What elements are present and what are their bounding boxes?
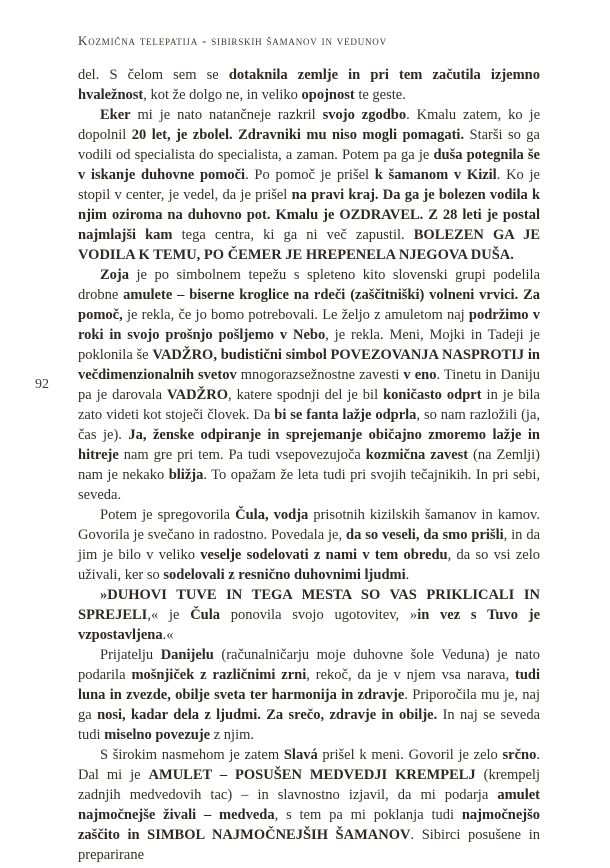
text-segment: . Ko je stopil v center, je vedel, da je prišel bbox=[78, 167, 540, 203]
text-segment: , in da jim je bilo v veliko bbox=[78, 527, 541, 563]
text-segment: z njim. bbox=[210, 727, 255, 743]
text-segment: Prijatelju bbox=[100, 647, 161, 663]
text-segment: mnogorazsežnostne zavesti bbox=[236, 367, 404, 383]
bold-text-segment: miselno povezuje bbox=[104, 727, 211, 743]
bold-text-segment: k šamanom v Kizil bbox=[374, 167, 497, 183]
text-segment: te geste. bbox=[354, 87, 406, 103]
bold-text-segment: podržimo v roki in svojo prošnjo pošljemo v Nebo bbox=[78, 307, 541, 343]
bold-text-segment: tudi luna in zvezde, obilje sveta ter harmonija in zdravje bbox=[78, 667, 541, 703]
bold-text-segment: Čula, vodja bbox=[235, 507, 309, 523]
bold-text-segment: duša potegnila še v iskanje duhovne pomoči bbox=[78, 147, 540, 183]
bold-text-segment: VADŽRO bbox=[167, 387, 228, 403]
bold-text-segment: AMULET – POSUŠEN MEDVEDJI KREMPELJ bbox=[148, 767, 476, 783]
bold-text-segment: amulete – biserne kroglice na rdeči (zaščitniški) volneni vrvici. Za pomoč, bbox=[78, 287, 540, 323]
bold-text-segment: BOLEZEN GA JE VODILA K TEMU, PO ČEMER JE HREPENELA NJEGOVA DUŠA. bbox=[78, 227, 540, 263]
paragraph bbox=[78, 505, 540, 585]
text-segment: ponovila svojo ugotovitev, » bbox=[220, 607, 418, 623]
page-number: 92 bbox=[35, 377, 49, 392]
bold-text-segment: in vez s Tuvo je vzpostavljena bbox=[78, 607, 541, 643]
bold-text-segment: nosi, kadar dela z ljudmi. Za srečo, zdravje in obilje. bbox=[97, 707, 438, 723]
bold-text-segment: 20 let, je zbolel. Zdravniki mu niso mogli pomagati. bbox=[131, 127, 465, 143]
text-segment: . Sibirci posušene in preparirane bbox=[78, 827, 540, 863]
text-segment: , s tem pa mi poklanja tudi bbox=[274, 807, 462, 823]
text-segment: (na Zemlji) nam je nekako bbox=[78, 447, 540, 483]
text-block bbox=[78, 65, 540, 865]
bold-text-segment: najmočnejšo zaščito in SIMBOL NAJMOČNEJŠIH ŠAMANOV bbox=[78, 807, 540, 843]
text-segment: je rekla, če jo bomo potrebovali. Le željo z amuletom naj bbox=[122, 307, 469, 323]
bold-text-segment: bi se fanta lažje odprla bbox=[274, 407, 417, 423]
text-segment: . Priporočila mu je, naj ga bbox=[78, 687, 540, 723]
text-segment: ,« je bbox=[147, 607, 191, 623]
paragraph bbox=[78, 265, 540, 505]
bold-text-segment: Slavá bbox=[283, 747, 318, 763]
text-segment: In naj se seveda tudi bbox=[78, 707, 541, 743]
bold-text-segment: koničasto odprt bbox=[383, 387, 482, 403]
text-segment: Potem je spregovorila bbox=[100, 507, 236, 523]
text-segment: . To opažam že leta tudi pri svojih tečajnikih. In pri sebi, seveda. bbox=[78, 467, 540, 503]
text-segment: . Tinetu in Daniju pa je darovala bbox=[78, 367, 541, 403]
text-segment: , katere spodnji del je bil bbox=[227, 387, 384, 403]
bold-text-segment: bližja bbox=[168, 467, 204, 483]
bold-text-segment: VADŽRO, budistični simbol POVEZOVANJA NASPROTIJ in večdimenzionalnih svetov bbox=[78, 347, 540, 383]
text-segment: . Po pomoč je prišel bbox=[245, 167, 375, 183]
bold-text-segment: mošnjiček z različnimi zrni bbox=[131, 667, 307, 683]
bold-text-segment: dotaknila zemlje in pri tem začutila izjemno hvaležnost bbox=[78, 67, 540, 103]
text-segment: tega centra, ki ga ni več zapustil. bbox=[172, 227, 414, 243]
text-segment: . Kmalu zatem, ko je dopolnil bbox=[78, 107, 541, 143]
bold-text-segment: na pravi kraj. Da ga je bolezen vodila k njim oziroma na duhovno pot. Kmalu je OZDRAVEL. Z 28 leti je postal najmlajši kam bbox=[78, 187, 541, 243]
text-segment: . Dal mi je bbox=[78, 747, 540, 783]
bold-text-segment: sodelovali z resnično duhovnimi ljudmi bbox=[163, 567, 406, 583]
bold-text-segment: Zoja bbox=[100, 267, 129, 283]
text-segment: , je rekla. Meni, Mojki in Tadeji je poklonila še bbox=[78, 327, 540, 363]
text-segment: , rekoč, da je v njem vsa narava, bbox=[306, 667, 516, 683]
text-segment: nam gre pri tem. Pa tudi vsepovezujoča bbox=[118, 447, 366, 463]
text-segment: Starši so ga vodili od specialista do specialista, a zaman. Potem pa ga je bbox=[78, 127, 540, 163]
text-segment: (računalničarju moje duhovne šole Veduna) je nato podarila bbox=[78, 647, 540, 683]
bold-text-segment: Eker bbox=[100, 107, 131, 123]
text-segment: . bbox=[405, 567, 410, 583]
text-segment: mi je nato natančneje razkril bbox=[130, 107, 323, 123]
bold-text-segment: srčno bbox=[502, 747, 537, 763]
paragraph bbox=[78, 585, 540, 645]
text-segment: je po simbolnem tepežu s spleteno kito slovenski grupi podelila drobne bbox=[78, 267, 540, 303]
text-segment: (krempelj zadnjih medvedovih tac) – in slavnostno izjavil, da mi podarja bbox=[78, 767, 540, 803]
paragraph bbox=[78, 745, 540, 865]
text-segment: in je bila zato videti kot stoječi človek. Da bbox=[78, 387, 540, 423]
running-header: Kozmična telepatija - sibirskih šamanov in vedunov bbox=[78, 33, 387, 48]
text-segment: prisotnih kizilskih šamanov in kamov. Govorila je svečano in radostno. Povedala je, bbox=[78, 507, 540, 543]
bold-text-segment: opojnost bbox=[301, 87, 355, 103]
paragraph bbox=[78, 645, 540, 745]
text-segment: , so nam razložili (ja, čas je). bbox=[78, 407, 541, 443]
text-segment: S širokim nasmehom je zatem bbox=[100, 747, 284, 763]
bold-text-segment: svojo zgodbo bbox=[322, 107, 407, 123]
bold-text-segment: Čula bbox=[190, 607, 221, 623]
paragraph bbox=[78, 65, 540, 105]
text-segment: , da so vsi zelo uživali, ker so bbox=[78, 547, 540, 583]
bold-text-segment: amulet najmočnejše živali – medveda bbox=[78, 787, 540, 823]
bold-text-segment: Ja, ženske odpiranje in sprejemanje običajno zmoremo lažje in hitreje bbox=[78, 427, 541, 463]
bold-text-segment: kozmična zavest bbox=[365, 447, 469, 463]
text-segment: .« bbox=[162, 627, 174, 643]
text-segment: del. S čelom sem se bbox=[78, 67, 229, 83]
text-segment: prišel k meni. Govoril je zelo bbox=[317, 747, 503, 763]
bold-text-segment: da so veseli, da smo prišli bbox=[346, 527, 504, 543]
bold-text-segment: »DUHOVI TUVE IN TEGA MESTA SO VAS PRIKLICALI IN SPREJELI bbox=[78, 587, 540, 623]
paragraph bbox=[78, 105, 540, 265]
bold-text-segment: Danijelu bbox=[160, 647, 214, 663]
text-segment: , kot že dolgo ne, in veliko bbox=[143, 87, 302, 103]
bold-text-segment: v eno bbox=[403, 367, 437, 383]
bold-text-segment: veselje sodelovati z nami v tem obredu bbox=[200, 547, 448, 563]
